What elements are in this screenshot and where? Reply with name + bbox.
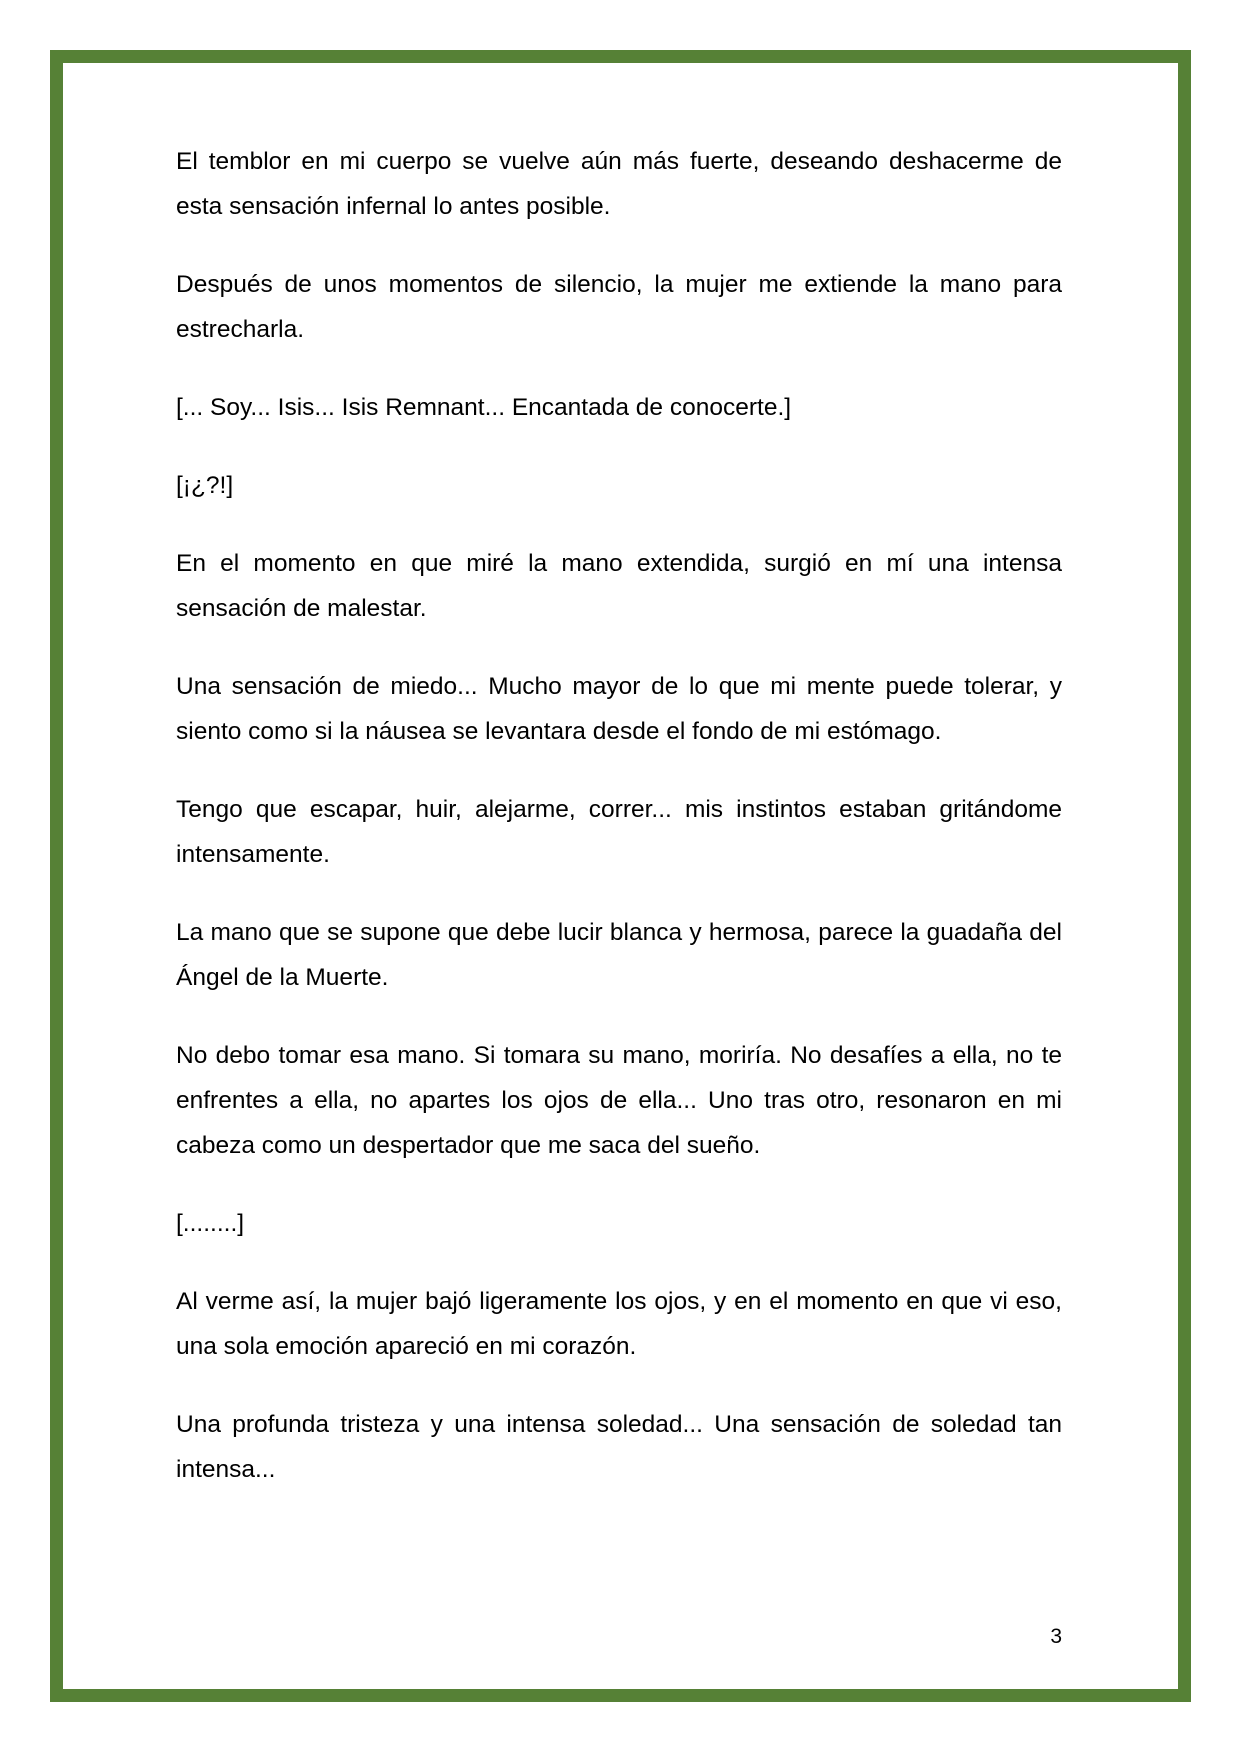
paragraph: El temblor en mi cuerpo se vuelve aún más fuerte, deseando deshacerme de esta sensación infernal lo antes posible. <box>176 148 1062 220</box>
paragraph: [........] <box>176 1210 245 1237</box>
paragraph: [... Soy... Isis... Isis Remnant... Encantada de conocerte.] <box>176 394 792 421</box>
paragraph: Una sensación de miedo... Mucho mayor de lo que mi mente puede tolerar, y siento como si la náusea se levantara desde el fondo de mi estómago. <box>176 673 1062 745</box>
paragraph: Una profunda tristeza y una intensa soledad... Una sensación de soledad tan intensa... <box>176 1411 1062 1483</box>
paragraph: [¡¿?!] <box>176 472 234 499</box>
page-number: 3 <box>1050 1625 1062 1648</box>
paragraph: Al verme así, la mujer bajó ligeramente los ojos, y en el momento en que vi eso, una sola emoción apareció en mi corazón. <box>176 1288 1062 1360</box>
paragraph: Tengo que escapar, huir, alejarme, correr... mis instintos estaban gritándome intensamente. <box>176 796 1062 868</box>
document-body <box>176 139 1062 1525</box>
paragraph: Después de unos momentos de silencio, la mujer me extiende la mano para estrecharla. <box>176 271 1062 343</box>
paragraph: No debo tomar esa mano. Si tomara su mano, moriría. No desafíes a ella, no te enfrentes a ella, no apartes los ojos de ella... Uno tras otro, resonaron en mi cabeza como un despertador que me saca del sueño. <box>176 1042 1062 1159</box>
paragraph: La mano que se supone que debe lucir blanca y hermosa, parece la guadaña del Ángel de la Muerte. <box>176 919 1062 991</box>
paragraph: En el momento en que miré la mano extendida, surgió en mí una intensa sensación de malestar. <box>176 550 1062 622</box>
